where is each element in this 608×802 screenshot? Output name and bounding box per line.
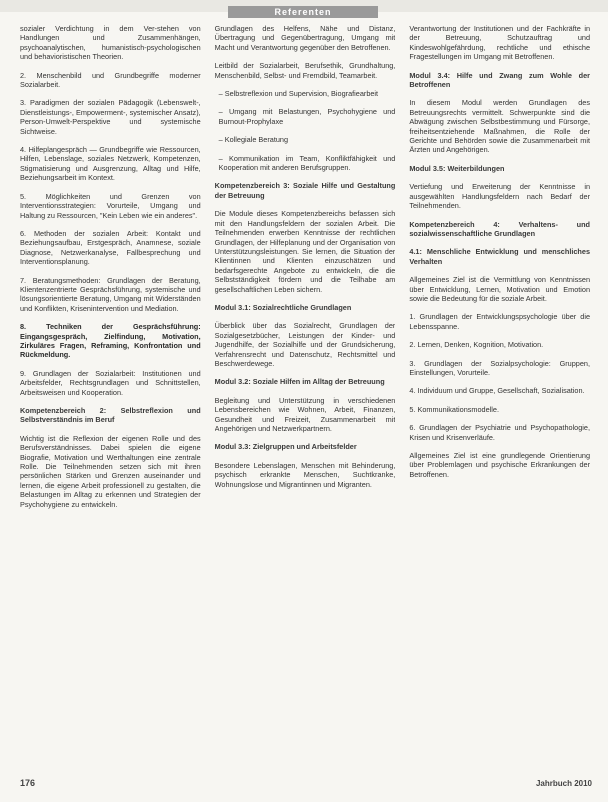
paragraph: – Kollegiale Beratung (218, 135, 289, 145)
section-heading: Modul 3.1: Sozialrechtliche Grundlagen (214, 302, 352, 312)
paragraph: Allgemeines Ziel ist eine grundlegende Orientierung über Problemlagen und psychische Erkrankungen der Betroffenen. (409, 451, 591, 479)
column-3 (409, 24, 590, 764)
section-heading: 4.1: Menschliche Entwicklung und menschliches Verhalten (409, 247, 591, 266)
paragraph: Grundlagen des Helfens, Nähe und Distanz, Übertragung und Gegenübertragung, Umgang mit Macht und Verantwortung gegenüber den Betroffenen. (214, 24, 396, 52)
paragraph: – Kommunikation im Team, Konfliktfähigkeit und Kooperation mit anderen Berufsgruppen. (218, 153, 396, 173)
paragraph: Begleitung und Unterstützung in verschiedenen Lebensbereichen wie Wohnen, Arbeit, Finanzen, Gesundheit und Freizeit, Zusammenarbeit mit Angehörigen und Netzwerkpartnern. (214, 395, 396, 433)
page-number: 176 (20, 778, 36, 788)
section-tag: Referenten (228, 6, 378, 18)
paragraph: – Umgang mit Belastungen, Psychohygiene und Burnout-Prophylaxe (218, 107, 396, 126)
paragraph: Vertiefung und Erweiterung der Kenntnisse in ausgewählten Handlungsfeldern nach Bedarf der Teilnehmenden. (409, 182, 591, 211)
paragraph: sozialer Verdichtung in dem Ver-stehen von Handlungen und Zusammenhängen, psychoanalytischen, humanistisch-psychologischen und behavioristischen Theorien. (20, 24, 201, 62)
section-heading: Modul 3.4: Hilfe und Zwang zum Wohle der Betroffenen (409, 70, 591, 90)
paragraph: Leitbild der Sozialarbeit, Berufsethik, Grundhaltung, Menschenbild, Selbst- und Fremdbild, Teamarbeit. (214, 61, 396, 80)
paragraph: Besondere Lebenslagen, Menschen mit Behinderung, psychisch erkrankte Menschen, Suchtkranke, Wohnungslose und Migrantinnen und Migranten. (214, 460, 396, 489)
paragraph: 4. Hilfeplangespräch — Grundbegriffe wie Ressourcen, Hilfen, Lebenslage, soziales Netzwerk, Kompetenzen, Stigmatisierung und Ausgrenzung, Alltag und Hilfe, Beziehungsarbeit im Kontext. (20, 145, 201, 183)
column-1 (20, 24, 201, 764)
section-heading: Kompetenzbereich 3: Soziale Hilfe und Gestaltung der Betreuung (214, 181, 396, 200)
paragraph: 2. Lernen, Denken, Kognition, Motivation. (409, 340, 544, 350)
paragraph: Verantwortung der Institutionen und der Fachkräfte in der Betreuung, Schutzauftrag und Kindeswohlgefährdung, rechtliche und ethische Fragestellungen im Umgang mit Betroffenen. (409, 24, 591, 62)
paragraph: 5. Möglichkeiten und Grenzen von Interventionsstrategien: Vorurteile, Umgang und Haltung zu Ressourcen, "Kein Leben wie ein anderes". (20, 191, 201, 220)
paragraph: 8. Techniken der Gesprächsführung: Eingangsgespräch, Zielfindung, Motivation, Zirkuläres Fragen, Reframing, Konfrontation und Rückmeldung. (20, 322, 201, 360)
paragraph: – Selbstreflexion und Supervision, Biografiearbeit (218, 89, 379, 99)
paragraph: 6. Methoden der sozialen Arbeit: Kontakt und Beziehungsaufbau, Erstgespräch, Anamnese, soziale Diagnose, Netzwerkanalyse, Fallbesprechung und Interventionsplanung. (20, 228, 201, 267)
paragraph: In diesem Modul werden Grundlagen des Betreuungsrechts vermittelt. Schwerpunkte sind die Abwägung zwischen Selbstbestimmung und Fürsorge, freiheitsentziehende Maßnahmen, die Rolle der Gerichte und Behörden sowie die Zusammenarbeit mit Ärzten und Angehörigen. (409, 98, 591, 155)
paragraph: 3. Paradigmen der sozialen Pädagogik (Lebenswelt-, Dienstleistungs-, Empowerment-, systemischer Ansatz), Person-Umwelt-Perspektive und systemische Sichtweise. (20, 98, 201, 136)
paragraph: Die Module dieses Kompetenzbereichs befassen sich mit den Handlungsfeldern der sozialen Arbeit. Die Teilnehmenden erwerben Kenntnisse der rechtlichen Grundlagen, der Hilfeplanung und der Organisation von Unterstützungsleistungen. Sie lernen, die Situation der Klientinnen und Klienten einzuschätzen und bedarfsgerechte Angebote zu entwickeln, die die Selbstständigkeit fördern und die Teilhabe am gesellschaftlichen Leben sichern. (214, 209, 396, 294)
paragraph: 4. Individuum und Gruppe, Gesellschaft, Sozialisation. (409, 386, 585, 396)
column-2 (215, 24, 396, 764)
paragraph: 3. Grundlagen der Sozialpsychologie: Gruppen, Einstellungen, Vorurteile. (409, 358, 591, 377)
article-columns (20, 24, 590, 764)
paragraph: Wichtig ist die Reflexion der eigenen Rolle und des Berufsverständnisses. Dabei spielen die eigene Biografie, Motivation und Werthaltungen eine zentrale Rolle. Die Teilnehmenden setzen sich mit ihren persönlichen Stärken und Grenzen auseinander und lernen, die eigene Arbeit professionell zu gestalten, die Belastungen im Alltag zu erkennen und Strategien der Psychohygiene zu entwickeln. (20, 433, 201, 509)
paragraph: 9. Grundlagen der Sozialarbeit: Institutionen und Arbeitsfelder, Rechtsgrundlagen und Schnittstellen, Arbeitsweisen und Kooperation. (20, 368, 201, 397)
section-heading: Modul 3.3: Zielgruppen und Arbeitsfelder (214, 442, 357, 452)
paragraph: Überblick über das Sozialrecht, Grundlagen der Sozialgesetzbücher, Leistungen der Kinder- und Jugendhilfe, der Sozialhilfe und der Grundsicherung, Verfahrensrecht und Datenschutz, Rechtsmittel und Beschwerdewege. (214, 321, 396, 368)
paragraph: 6. Grundlagen der Psychiatrie und Psychopathologie, Krisen und Krisenverläufe. (409, 423, 591, 442)
section-heading: Modul 3.2: Soziale Hilfen im Alltag der Betreuung (214, 377, 385, 387)
page-footer (0, 772, 608, 802)
paragraph: 2. Menschenbild und Grundbegriffe moderner Sozialarbeit. (20, 70, 201, 90)
section-heading: Kompetenzbereich 4: Verhaltens- und sozialwissenschaftliche Grundlagen (409, 219, 591, 238)
journal-reference: Jahrbuch 2010 (535, 779, 592, 788)
paragraph: Allgemeines Ziel ist die Vermittlung von Kenntnissen über Entwicklung, Lernen, Motivation und Emotion sowie die Bedeutung für die soziale Arbeit. (409, 275, 591, 303)
paragraph: 5. Kommunikationsmodelle. (409, 404, 499, 414)
section-heading: Modul 3.5: Weiterbildungen (409, 163, 505, 173)
section-heading: Kompetenzbereich 2: Selbstreflexion und Selbstverständnis im Beruf (20, 406, 201, 425)
paragraph: 1. Grundlagen der Entwicklungspsychologie über die Lebensspanne. (409, 312, 591, 331)
paragraph: 7. Beratungsmethoden: Grundlagen der Beratung, Klientenzentrierte Gesprächsführung, systemische und lösungsorientierte Beratung, Umgang mit Widerständen und Konflikten, Krisenintervention und Mediation. (20, 275, 201, 313)
